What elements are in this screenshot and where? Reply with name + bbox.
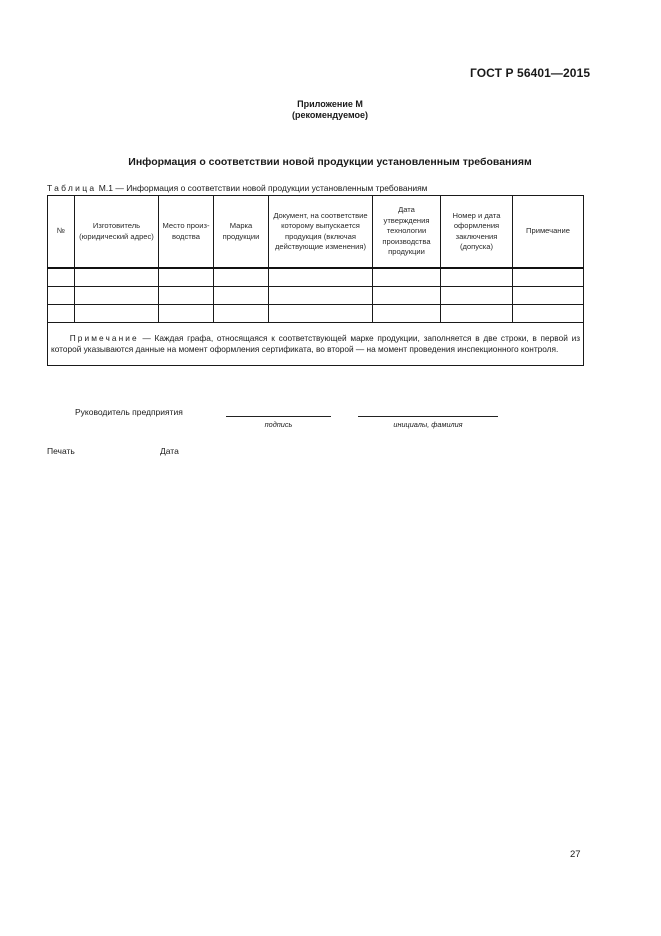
table-cell (75, 305, 159, 323)
table-cell (269, 268, 373, 287)
table-header-row (48, 196, 584, 269)
table-cell (373, 268, 441, 287)
conformity-table (47, 195, 584, 366)
table-caption (47, 183, 428, 193)
column-header-approval-date: Дата утверждения технологии производства продукции (373, 196, 441, 269)
name-line (358, 416, 498, 417)
table-note-row (48, 323, 584, 366)
table-cell (441, 287, 513, 305)
table-cell (48, 268, 75, 287)
section-title: Информация о соответствии новой продукции установленным требованиям (128, 156, 532, 168)
column-header-remarks: Примечание (513, 196, 584, 269)
appendix-title: Приложение М (297, 99, 363, 109)
table-caption-prefix: Таблица (47, 183, 97, 193)
table-cell (214, 268, 269, 287)
column-header-number: № (48, 196, 75, 269)
column-header-product-grade: Марка продукции (214, 196, 269, 269)
table-cell (214, 305, 269, 323)
column-header-manufacturer: Изготовитель (юридический адрес) (75, 196, 159, 269)
table-cell (441, 268, 513, 287)
page-number: 27 (570, 849, 581, 860)
table-cell (513, 268, 584, 287)
table-cell (214, 287, 269, 305)
director-label: Руководитель предприятия (75, 407, 183, 417)
date-label: Дата (160, 446, 179, 456)
table-cell (373, 287, 441, 305)
table-cell (159, 268, 214, 287)
table-row (48, 268, 584, 287)
table-cell (513, 305, 584, 323)
signature-caption: подпись (264, 420, 293, 429)
table-cell (159, 287, 214, 305)
column-header-document: Документ, на соответствие которому выпускается продукция (включая действующие изменения) (269, 196, 373, 269)
table-cell (513, 287, 584, 305)
appendix-status: (рекомендуемое) (292, 110, 368, 120)
appendix-heading (230, 99, 430, 121)
table-cell (269, 305, 373, 323)
table-cell (269, 287, 373, 305)
column-header-conclusion-number-date: Номер и дата оформления заключения (допуска) (441, 196, 513, 269)
name-caption: инициалы, фамилия (393, 420, 463, 429)
table-note (48, 323, 584, 366)
note-label: Примечание (69, 332, 139, 343)
note-text: — Каждая графа, относящаяся к соответствующей марке продукции, заполняется в две строки, в первой из которой указываются данные на момент оформления сертификата, во второй — на момент проведения инспекционного контроля. (51, 332, 581, 354)
document-code: ГОСТ Р 56401—2015 (470, 66, 591, 80)
table-row (48, 305, 584, 323)
table-cell (75, 268, 159, 287)
table-row (48, 287, 584, 305)
stamp-label: Печать (47, 446, 75, 456)
table-cell (48, 305, 75, 323)
table-cell (159, 305, 214, 323)
table-caption-text: М.1 — Информация о соответствии новой продукции установленным требованиям (96, 183, 428, 193)
signature-line (226, 416, 331, 417)
table-cell (48, 287, 75, 305)
table-cell (441, 305, 513, 323)
table-cell (75, 287, 159, 305)
column-header-production-place: Место произ-водства (159, 196, 214, 269)
table-cell (373, 305, 441, 323)
